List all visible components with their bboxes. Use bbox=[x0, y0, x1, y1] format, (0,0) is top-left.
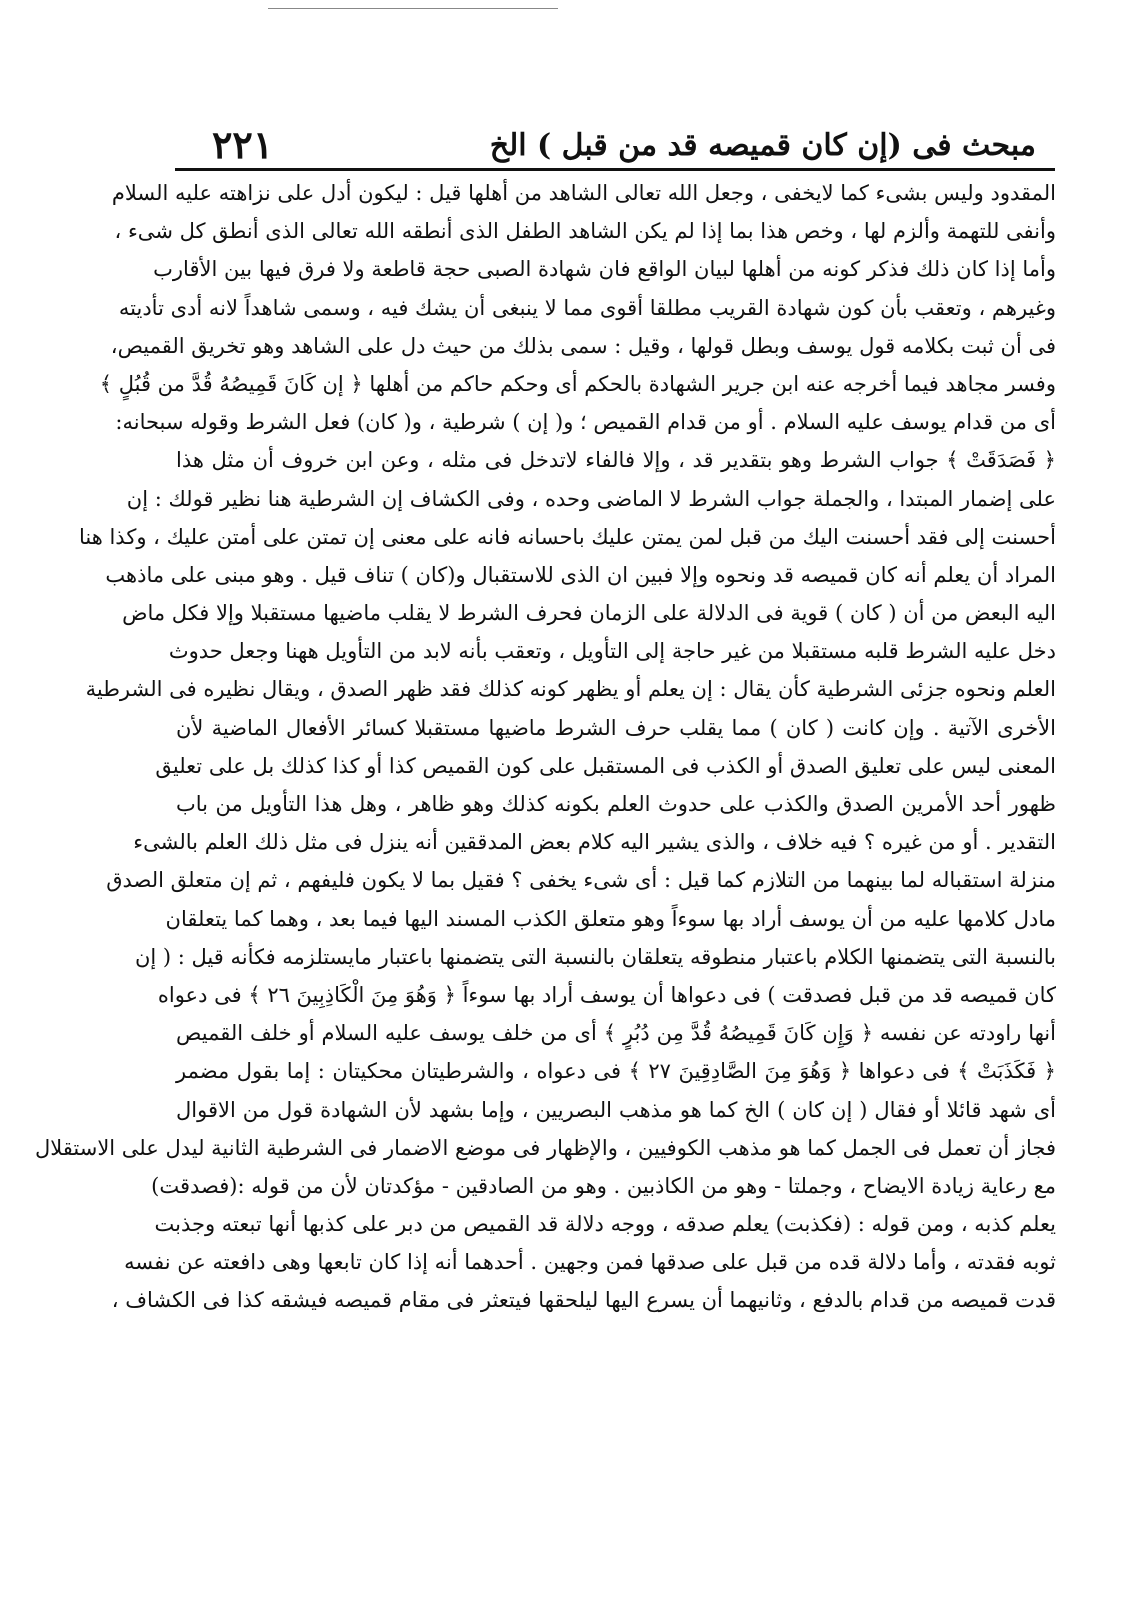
text-line: العلم ونحوه جزئى الشرطية كأن يقال : إن يعلم أو يظهر كونه كذلك فقد ظهر الصدق ، ويقال نظيره فى الشرطية bbox=[85, 677, 1056, 702]
text-line: المقدود وليس بشىء كما لايخفى ، وجعل الله تعالى الشاهد من أهلها قيل : ليكون أدل على نزاهته عليه السلام bbox=[111, 181, 1056, 205]
text-line: وفسر مجاهد فيما أخرجه عنه ابن جرير الشهادة بالحكم أى وحكم حاكم من أهلها ﴿ إن كَانَ قَمِيصُهُ قُدَّ من قُبُلٍ ﴾ bbox=[99, 371, 1056, 396]
text-line: ﴿ فَصَدَقَتْ ﴾ جواب الشرط وهو بتقدير قد ، وإلا فالفاء لاتدخل فى مثله ، وعن ابن خروف أن مثل هذا bbox=[176, 448, 1056, 473]
text-line: أى شهد قائلا أو فقال ( إن كان ) الخ كما هو مذهب البصريين ، وإما بشهد لأن الشهادة قول من الاقوال bbox=[176, 1097, 1056, 1122]
text-line: منزلة استقباله لما بينهما من التلازم كما قيل : أى شىء يخفى ؟ فقيل بما لا يكون فليفهم ، ثم إن متعلق الصدق bbox=[106, 868, 1056, 893]
text-line: وأنفى للتهمة وألزم لها ، وخص هذا بما إذا لم يكن الشاهد الطفل الذى أنطقه الله تعالى الذى أنطق كل شىء ، bbox=[114, 219, 1056, 244]
text-line: أى من قدام يوسف عليه السلام . أو من قدام القميص ؛ و( إن ) شرطية ، و( كان) فعل الشرط وقوله سبحانه: bbox=[115, 410, 1056, 435]
text-line: ثوبه فقدته ، وأما دلالة قده من قبل على صدقها فمن وجهين . أحدهما أنه إذا كان تابعها وهى دافعته عن نفسه bbox=[124, 1250, 1056, 1275]
text-line: ظهور أحد الأمرين الصدق والكذب على حدوث العلم بكونه كذلك وهو ظاهر ، وهل هذا التأويل من باب bbox=[176, 792, 1056, 816]
running-head: مبحث فى (إن كان قميصه قد من قبل ) الخ bbox=[489, 128, 1036, 163]
text-line: أنها راودته عن نفسه ﴿ وَإِن كَانَ قَمِيصُهُ قُدَّ مِن دُبُرٍ ﴾ أى من خلف يوسف عليه السلام أو خلف القميص bbox=[176, 1021, 1056, 1046]
text-line: دخل عليه الشرط قلبه مستقبلا من غير حاجة إلى التأويل ، وتعقب بأنه لابد من التأويل ههنا وجعل حدوث bbox=[168, 639, 1056, 664]
text-line: كان قميصه قد من قبل فصدقت ) فى دعواها أن يوسف أراد بها سوءاً ﴿ وَهُوَ مِنَ الْكَاذِبِينَ ٢٦ ﴾ فى دعواه bbox=[157, 982, 1056, 1007]
text-line: ﴿ فَكَذَبَتْ ﴾ فى دعواها ﴿ وَهُوَ مِنَ الصَّادِقِينَ ٢٧ ﴾ فى دعواه ، والشرطيتان محكيتان : إما بقول مضمر bbox=[176, 1059, 1056, 1084]
text-line: بالنسبة التى يتضمنها الكلام باعتبار منطوقه يتعلقان بالنسبة التى يتضمنها باعتبار مايستلزمه فكأنه قيل : ( إن bbox=[134, 944, 1056, 969]
text-line: الأخرى الآتية . وإن كانت ( كان ) مما يقلب حرف الشرط ماضيها مستقبلا كسائر الأفعال الماضية لأن bbox=[176, 715, 1056, 740]
text-line: اليه البعض من أن ( كان ) قوية فى الدلالة على الزمان فحرف الشرط لا يقلب ماضيها مستقبلا وإلا فكل ماض bbox=[122, 601, 1056, 626]
page-number: ٢٢١ bbox=[212, 122, 274, 167]
text-line: المعنى ليس على تعليق الصدق أو الكذب فى المستقبل على كون القميص كذا أو كذا كذلك بل على تعليق bbox=[155, 753, 1056, 778]
header-rule bbox=[175, 168, 1055, 171]
text-line: وغيرهم ، وتعقب بأن كون شهادة القريب مطلقا أقوى مما لا ينبغى أن يشك فيه ، وسمى شاهداً لانه أدى تأديته bbox=[118, 295, 1056, 320]
text-line: يعلم كذبه ، ومن قوله : (فكذبت) يعلم صدقه ، ووجه دلالة قد القميص من دبر على كذبها أنها تبعته وجذبت bbox=[154, 1212, 1056, 1237]
text-line: أحسنت إلى فقد أحسنت اليك من قبل لمن يمتن عليك باحسانه فانه على معنى إن تمتن على أمتن عليك ، وكذا هنا bbox=[78, 524, 1056, 549]
text-line: المراد أن يعلم أنه كان قميصه قد ونحوه وإلا فبين ان الذى للاستقبال و(كان ) تناف قيل . وهو مبنى على ماذهب bbox=[105, 562, 1056, 587]
text-line: وأما إذا كان ذلك فذكر كونه من أهلها لبيان الواقع فان شهادة الصبى حجة قاطعة ولا فرق فيها بين الأقارب bbox=[153, 257, 1056, 282]
text-line: فى أن ثبت بكلامه قول يوسف وبطل قولها ، وقيل : سمى بذلك من حيث دل على الشاهد وهو تخريق القميص، bbox=[110, 333, 1056, 358]
top-rule bbox=[268, 8, 558, 9]
text-line: مادل كلامها عليه من أن يوسف أراد بها سوءاً وهو متعلق الكذب المسند اليها فيما بعد ، وهما كما يتعلقان bbox=[165, 906, 1056, 931]
text-line: التقدير . أو من غيره ؟ فيه خلاف ، والذى يشير اليه كلام بعض المدققين أنه ينزل فى مثل ذلك العلم بالشىء bbox=[133, 830, 1056, 855]
text-line: فجاز أن تعمل فى الجمل كما هو مذهب الكوفيين ، والإظهار فى موضع الاضمار فى الشرطية الثانية ليدل على الاستقلال bbox=[34, 1135, 1056, 1160]
text-line: مع رعاية زيادة الايضاح ، وجملتا - وهو من الكاذبين . وهو من الصادقين - مؤكدتان لأن من قوله :(فصدقت) bbox=[151, 1173, 1056, 1198]
text-line: قدت قميصه من قدام بالدفع ، وثانيهما أن يسرع اليها ليلحقها فيتعثر فى مقام قميصه فيشقه كذا فى الكشاف ، bbox=[111, 1288, 1056, 1313]
body-text bbox=[34, 174, 1056, 1320]
text-line: على إضمار المبتدا ، والجملة جواب الشرط لا الماضى وحده ، وفى الكشاف إن الشرطية هنا نظير قولك : إن bbox=[126, 486, 1056, 511]
